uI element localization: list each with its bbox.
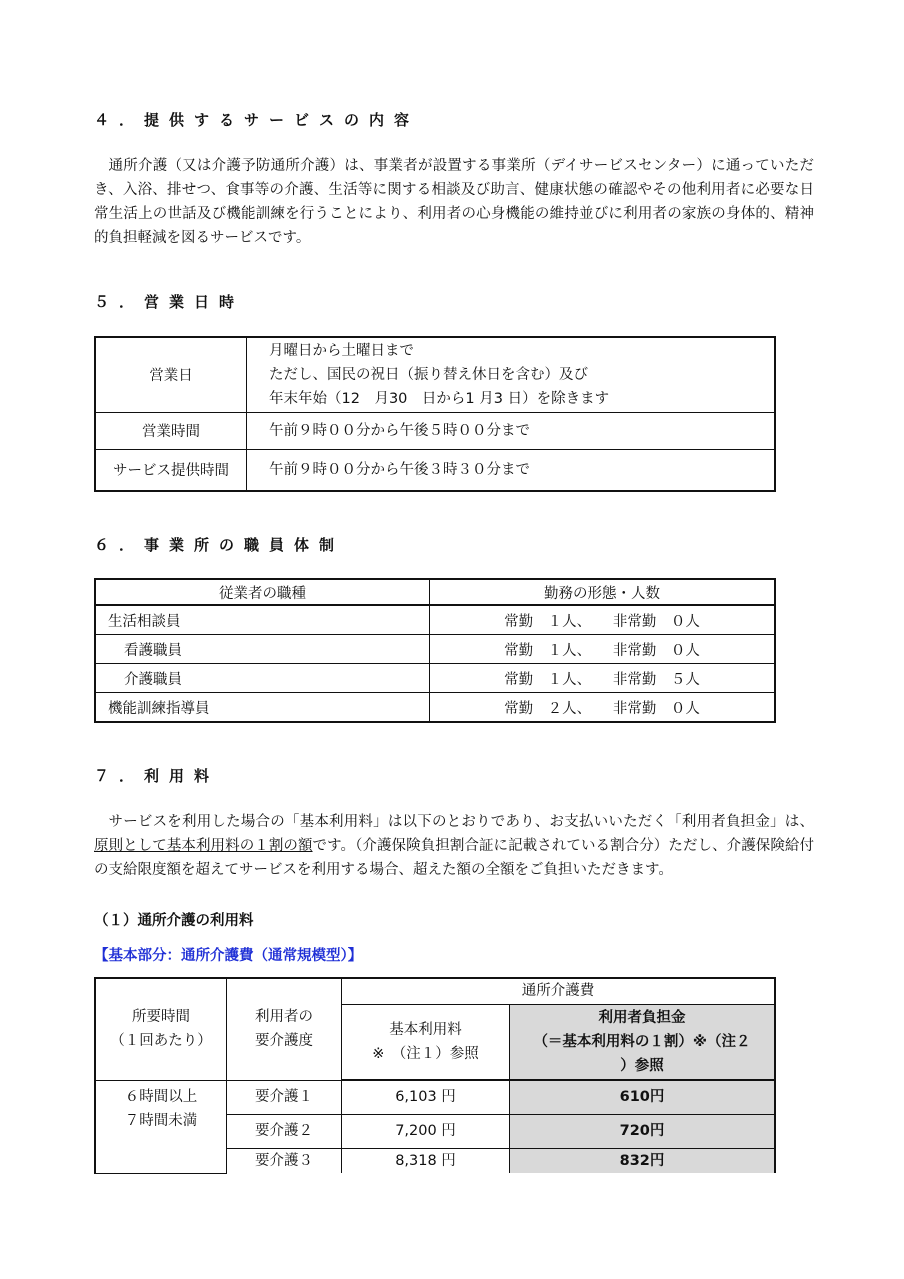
basic-fee: 8,318 円 (342, 1148, 510, 1173)
body-text-post: です。（介護保険負担割合証に記載されている割合分）ただし、介護保険給付の支給限度額を超えてサービスを利用する場合、超えた額の全額をご負担いただきます。 (94, 838, 814, 878)
table-row (95, 1080, 775, 1114)
section-7-heading: ７．利用料 (94, 767, 220, 785)
staff-count: 常勤 １人、 非常勤 ０人 (430, 635, 776, 664)
section-4-body (94, 154, 814, 250)
fee-group-header: 通所介護費 (342, 978, 776, 1004)
section-7-body (94, 810, 814, 882)
section-6-heading: ６．事業所の職員体制 (94, 536, 345, 554)
staff-role: 介護職員 (95, 664, 430, 693)
table-header-row (95, 978, 775, 1004)
column-header: 従業者の職種 (95, 579, 430, 605)
header-line: ）参照 (620, 1057, 664, 1074)
care-level-header (227, 978, 342, 1080)
body-text-underlined: 原則として基本利用料の１割の額 (94, 838, 313, 854)
header-line: 基本利用料 (389, 1021, 462, 1038)
value-line: ただし、国民の祝日（振り替え休日を含む）及び (269, 366, 588, 383)
staff-table (94, 578, 776, 723)
user-burden: 720円 (510, 1114, 776, 1148)
time-range-line: ６時間以上 (124, 1088, 198, 1105)
section-4-text: 通所介護（又は介護予防通所介護）は、事業者が設置する事業所（デイサービスセンター）に通っていただき、入浴、排せつ、食事等の介護、生活等に関する相談及び助言、健康状態の確認やその他利用者に必要な日常生活上の世話及び機能訓練を行うことにより、利用者の心身機能の維持並びに利用者の家族の身体的、精神的負担軽減を図るサービスです。 (94, 158, 814, 246)
basic-fee: 7,200 円 (342, 1114, 510, 1148)
subsection-title: （１）通所介護の利用料 (94, 913, 254, 929)
staff-count: 常勤 ２人、 非常勤 ０人 (430, 693, 776, 723)
staff-count: 常勤 １人、 非常勤 ５人 (430, 664, 776, 693)
table-row (95, 635, 775, 664)
table-row (95, 449, 775, 491)
fee-category-title: 【基本部分：通所介護費（通常規模型）】 (94, 948, 363, 964)
table-row (95, 605, 775, 635)
table-row (95, 693, 775, 723)
time-range-line: ７時間未満 (124, 1112, 198, 1129)
value-line: 月曜日から土曜日まで (269, 342, 414, 359)
fee-table (94, 977, 776, 1174)
section-7-text (94, 810, 814, 882)
table-row (95, 337, 775, 412)
user-burden-header (510, 1004, 776, 1080)
row-value: 午前９時００分から午後５時００分まで (247, 412, 776, 449)
basic-fee: 6,103 円 (342, 1080, 510, 1114)
staff-role: 生活相談員 (95, 605, 430, 635)
body-text-pre: サービスを利用した場合の「基本利用料」は以下のとおりであり、お支払いいただく「利用者負担金」は、 (108, 814, 814, 830)
staff-role: 機能訓練指導員 (95, 693, 430, 723)
row-label: 営業日 (95, 337, 247, 412)
row-value (247, 337, 776, 412)
care-level: 要介護１ (227, 1080, 342, 1114)
section-5-heading: ５．営業日時 (94, 293, 245, 311)
row-value: 午前９時００分から午後３時３０分まで (247, 449, 776, 491)
care-level: 要介護２ (227, 1114, 342, 1148)
table-row (95, 664, 775, 693)
section-4-heading: ４．提供するサービスの内容 (94, 111, 420, 129)
header-line: 所要時間 (132, 1009, 190, 1026)
header-line: 利用者負担金 (598, 1009, 686, 1026)
user-burden: 610円 (510, 1080, 776, 1114)
row-label: サービス提供時間 (95, 449, 247, 491)
staff-role: 看護職員 (95, 635, 430, 664)
staff-count: 常勤 １人、 非常勤 ０人 (430, 605, 776, 635)
header-line: ※ （注１）参照 (372, 1045, 479, 1062)
business-hours-table (94, 336, 776, 492)
basic-fee-header (342, 1004, 510, 1080)
column-header: 勤務の形態・人数 (430, 579, 776, 605)
header-line: 要介護度 (255, 1033, 313, 1050)
row-label: 営業時間 (95, 412, 247, 449)
time-header (95, 978, 227, 1080)
header-line: 利用者の (255, 1009, 313, 1026)
user-burden: 832円 (510, 1148, 776, 1173)
header-line: （＝基本利用料の１割）※（注２ (533, 1033, 751, 1050)
value-line: 年末年始（12 月30 日から1 月3 日）を除きます (269, 390, 610, 407)
table-row (95, 412, 775, 449)
time-range-cell (95, 1080, 227, 1173)
header-line: （１回あたり） (110, 1033, 212, 1050)
table-header-row (95, 579, 775, 605)
care-level: 要介護３ (227, 1148, 342, 1173)
